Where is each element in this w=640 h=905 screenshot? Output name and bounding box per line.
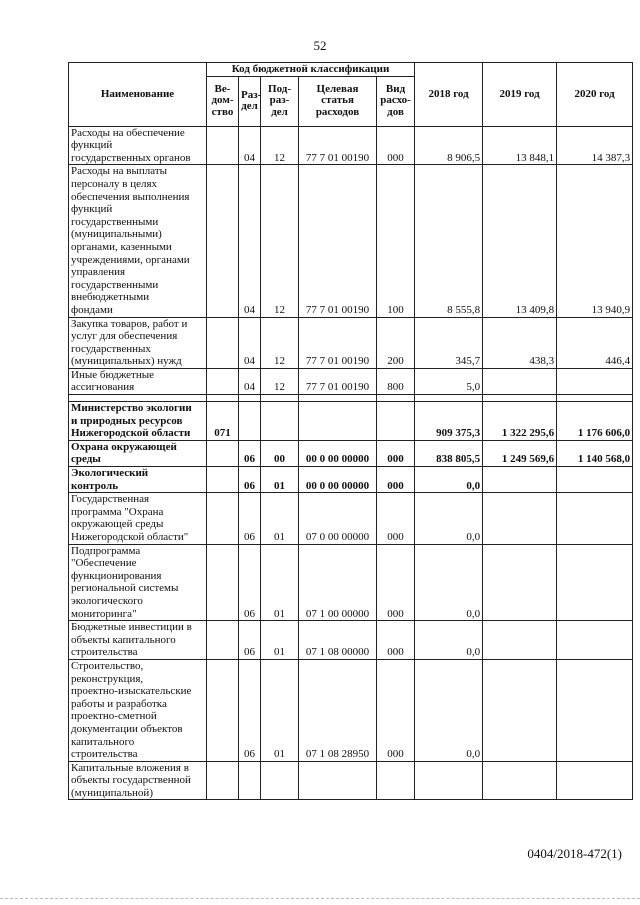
cell-section: 06 (239, 659, 261, 761)
cell-expense-type: 000 (377, 467, 415, 493)
header-line: ство (211, 105, 234, 118)
cell-amount-2020 (557, 659, 633, 761)
cell-amount-2020: 1 140 568,0 (557, 440, 633, 466)
cell-department (207, 659, 239, 761)
name-line: "Обеспечение (71, 557, 137, 570)
cell-amount-2018: 0,0 (415, 659, 483, 761)
table-row (69, 659, 633, 761)
cell-amount-2020 (557, 368, 633, 394)
cell-amount-2018: 5,0 (415, 368, 483, 394)
name-line: среды (71, 453, 101, 466)
header-year-2019: 2019 год (483, 63, 557, 127)
name-line: Экологический (71, 467, 149, 480)
cell-target-article: 77 7 01 00190 (299, 368, 377, 394)
cell-expense-type: 000 (377, 659, 415, 761)
header-line: дел (271, 105, 288, 118)
cell-expense-type: 100 (377, 165, 415, 317)
name-line: Расходы на выплаты (71, 165, 168, 178)
cell-section (239, 761, 261, 800)
name-line: государственными (71, 278, 159, 291)
cell-amount-2018: 0,0 (415, 544, 483, 621)
name-line: (муниципальной) (71, 786, 153, 799)
name-line: государственных (71, 342, 151, 355)
name-line: обеспечения выполнения (71, 190, 190, 203)
header-name: Наименование (69, 63, 207, 127)
table-row (69, 126, 633, 165)
header-expense-type (377, 76, 415, 126)
scan-edge-line (0, 898, 640, 899)
cell-section: 06 (239, 621, 261, 660)
cell-section: 06 (239, 440, 261, 466)
cell-name (69, 659, 207, 761)
cell-amount-2020 (557, 544, 633, 621)
cell-name (69, 402, 207, 441)
cell-name (69, 440, 207, 466)
cell-name (69, 317, 207, 368)
cell-section: 06 (239, 493, 261, 544)
header-subsection (261, 76, 299, 126)
cell-section: 04 (239, 368, 261, 394)
header-line: Ве- (214, 82, 231, 95)
cell-target-article: 07 1 08 00000 (299, 621, 377, 660)
cell-name (69, 467, 207, 493)
cell-section: 06 (239, 544, 261, 621)
cell-target-article: 77 7 01 00190 (299, 317, 377, 368)
name-line: функций (71, 139, 113, 152)
cell-amount-2019: 13 409,8 (483, 165, 557, 317)
name-line: Министерство экологии (71, 402, 192, 415)
name-line: функционирования (71, 569, 162, 582)
cell-subsection (261, 761, 299, 800)
header-year-2020: 2020 год (557, 63, 633, 127)
header-year-2018: 2018 год (415, 63, 483, 127)
empty-cell (69, 395, 207, 402)
cell-section: 04 (239, 126, 261, 165)
empty-cell (299, 395, 377, 402)
cell-department (207, 368, 239, 394)
name-line: экологического (71, 594, 143, 607)
name-line: Расходы на обеспечение (71, 126, 185, 139)
page-number: 52 (313, 38, 327, 53)
cell-amount-2018: 0,0 (415, 467, 483, 493)
name-line: контроль (71, 479, 119, 492)
cell-expense-type: 200 (377, 317, 415, 368)
cell-amount-2020: 13 940,9 (557, 165, 633, 317)
cell-target-article: 00 0 00 00000 (299, 440, 377, 466)
cell-target-article: 00 0 00 00000 (299, 467, 377, 493)
table-row (69, 493, 633, 544)
name-line: фондами (71, 303, 113, 316)
header-line: дов (387, 105, 404, 118)
table-row (69, 467, 633, 493)
cell-target-article: 07 1 08 28950 (299, 659, 377, 761)
cell-expense-type (377, 402, 415, 441)
cell-amount-2019: 13 848,1 (483, 126, 557, 165)
name-line: управления (71, 266, 126, 279)
empty-cell (557, 395, 633, 402)
cell-amount-2018: 8 906,5 (415, 126, 483, 165)
cell-amount-2019: 1 249 569,6 (483, 440, 557, 466)
name-line: программа "Охрана (71, 505, 164, 518)
table-row (69, 621, 633, 660)
cell-section (239, 402, 261, 441)
cell-amount-2019 (483, 493, 557, 544)
cell-department (207, 761, 239, 800)
table-row (69, 165, 633, 317)
cell-department (207, 621, 239, 660)
cell-subsection: 01 (261, 467, 299, 493)
table-header (69, 63, 633, 127)
name-line: окружающей среды (71, 518, 164, 531)
cell-expense-type: 000 (377, 440, 415, 466)
name-line: объекты капитального (71, 633, 176, 646)
cell-subsection: 01 (261, 544, 299, 621)
header-line: Под- (268, 82, 291, 95)
cell-department (207, 126, 239, 165)
cell-amount-2018 (415, 761, 483, 800)
header-line: статья (321, 94, 354, 107)
table-row (69, 440, 633, 466)
table-row (69, 368, 633, 394)
table-row (69, 317, 633, 368)
cell-department (207, 165, 239, 317)
cell-expense-type: 000 (377, 126, 415, 165)
name-line: учреждениями, органами (71, 253, 190, 266)
cell-name (69, 761, 207, 800)
table-row (69, 761, 633, 800)
empty-cell (483, 395, 557, 402)
name-line: персоналу в целях (71, 177, 158, 190)
name-line: реконструкция, (71, 672, 144, 685)
name-line: ассигнования (71, 381, 135, 394)
name-line: объекты государственной (71, 774, 191, 787)
name-line: государственных органов (71, 151, 191, 164)
cell-department (207, 467, 239, 493)
name-line: капитального (71, 735, 135, 748)
cell-section: 04 (239, 317, 261, 368)
cell-department (207, 493, 239, 544)
cell-amount-2018: 838 805,5 (415, 440, 483, 466)
name-line: Государственная (71, 493, 150, 506)
cell-department: 071 (207, 402, 239, 441)
header-target-article (299, 76, 377, 126)
cell-amount-2018: 0,0 (415, 621, 483, 660)
cell-name (69, 621, 207, 660)
name-line: мониторинга" (71, 607, 137, 620)
empty-cell (377, 395, 415, 402)
cell-target-article: 07 0 00 00000 (299, 493, 377, 544)
header-line: раз- (269, 94, 290, 107)
cell-amount-2018: 345,7 (415, 317, 483, 368)
empty-cell (261, 395, 299, 402)
cell-amount-2019 (483, 621, 557, 660)
cell-amount-2019 (483, 467, 557, 493)
cell-expense-type: 800 (377, 368, 415, 394)
cell-expense-type: 000 (377, 493, 415, 544)
header-line: расхо- (380, 94, 411, 107)
cell-amount-2018: 909 375,3 (415, 402, 483, 441)
header-section (239, 76, 261, 126)
cell-subsection: 12 (261, 165, 299, 317)
cell-amount-2019: 438,3 (483, 317, 557, 368)
cell-target-article: 07 1 00 00000 (299, 544, 377, 621)
cell-target-article (299, 761, 377, 800)
header-code-group: Код бюджетной классификации (207, 63, 415, 77)
empty-cell (207, 395, 239, 402)
name-line: государственными (71, 215, 159, 228)
cell-amount-2019 (483, 761, 557, 800)
name-line: (муниципальными) (71, 228, 162, 241)
name-line: проектно-изыскательские (71, 685, 192, 698)
cell-amount-2019: 1 322 295,6 (483, 402, 557, 441)
header-line: Раз- (241, 88, 262, 101)
name-line: и природных ресурсов (71, 414, 183, 427)
name-line: Капитальные вложения в (71, 761, 189, 774)
cell-name (69, 368, 207, 394)
budget-table (68, 62, 633, 800)
cell-amount-2020: 1 176 606,0 (557, 402, 633, 441)
name-line: Строительство, (71, 659, 144, 672)
cell-target-article: 77 7 01 00190 (299, 165, 377, 317)
cell-amount-2018: 0,0 (415, 493, 483, 544)
name-line: органами, казенными (71, 240, 172, 253)
cell-subsection: 12 (261, 317, 299, 368)
empty-cell (415, 395, 483, 402)
cell-amount-2020 (557, 493, 633, 544)
name-line: услуг для обеспечения (71, 330, 178, 343)
cell-amount-2019 (483, 368, 557, 394)
spacer-row (69, 395, 633, 402)
cell-expense-type (377, 761, 415, 800)
cell-expense-type: 000 (377, 621, 415, 660)
cell-department (207, 317, 239, 368)
header-department (207, 76, 239, 126)
cell-amount-2019 (483, 544, 557, 621)
name-line: внебюджетными (71, 291, 150, 304)
cell-subsection: 01 (261, 659, 299, 761)
header-line: расходов (315, 105, 360, 118)
cell-amount-2020: 446,4 (557, 317, 633, 368)
name-line: Нижегородской области (71, 427, 191, 440)
name-line: строительства (71, 646, 138, 659)
cell-subsection (261, 402, 299, 441)
cell-target-article: 77 7 01 00190 (299, 126, 377, 165)
name-line: Охрана окружающей (71, 440, 177, 453)
cell-amount-2019 (483, 659, 557, 761)
cell-subsection: 00 (261, 440, 299, 466)
cell-department (207, 440, 239, 466)
cell-amount-2018: 8 555,8 (415, 165, 483, 317)
name-line: документации объектов (71, 722, 183, 735)
table-row (69, 544, 633, 621)
name-line: Нижегородской области" (71, 531, 189, 543)
cell-name (69, 126, 207, 165)
table-body (69, 126, 633, 800)
empty-cell (239, 395, 261, 402)
header-line: дел (241, 100, 258, 113)
cell-name (69, 165, 207, 317)
name-line: Иные бюджетные (71, 368, 155, 381)
cell-amount-2020 (557, 761, 633, 800)
cell-name (69, 544, 207, 621)
cell-name (69, 493, 207, 544)
cell-subsection: 01 (261, 493, 299, 544)
header-line: дом- (211, 94, 234, 107)
cell-section: 06 (239, 467, 261, 493)
name-line: Закупка товаров, работ и (71, 317, 188, 330)
cell-department (207, 544, 239, 621)
cell-target-article (299, 402, 377, 441)
name-line: Подпрограмма (71, 544, 141, 557)
name-line: проектно-сметной (71, 710, 157, 723)
name-line: функций (71, 203, 113, 216)
cell-subsection: 12 (261, 126, 299, 165)
header-line: Вид (385, 82, 406, 95)
name-line: (муниципальных) нужд (71, 355, 182, 368)
table-row (69, 402, 633, 441)
name-line: строительства (71, 748, 138, 761)
cell-expense-type: 000 (377, 544, 415, 621)
cell-amount-2020: 14 387,3 (557, 126, 633, 165)
cell-subsection: 12 (261, 368, 299, 394)
name-line: работы и разработка (71, 697, 167, 710)
cell-amount-2020 (557, 621, 633, 660)
name-line: региональной системы (71, 582, 179, 595)
cell-amount-2020 (557, 467, 633, 493)
cell-subsection: 01 (261, 621, 299, 660)
name-line: Бюджетные инвестиции в (71, 621, 192, 634)
cell-section: 04 (239, 165, 261, 317)
document-code: 0404/2018-472(1) (527, 846, 622, 861)
header-line: Целевая (316, 82, 359, 95)
